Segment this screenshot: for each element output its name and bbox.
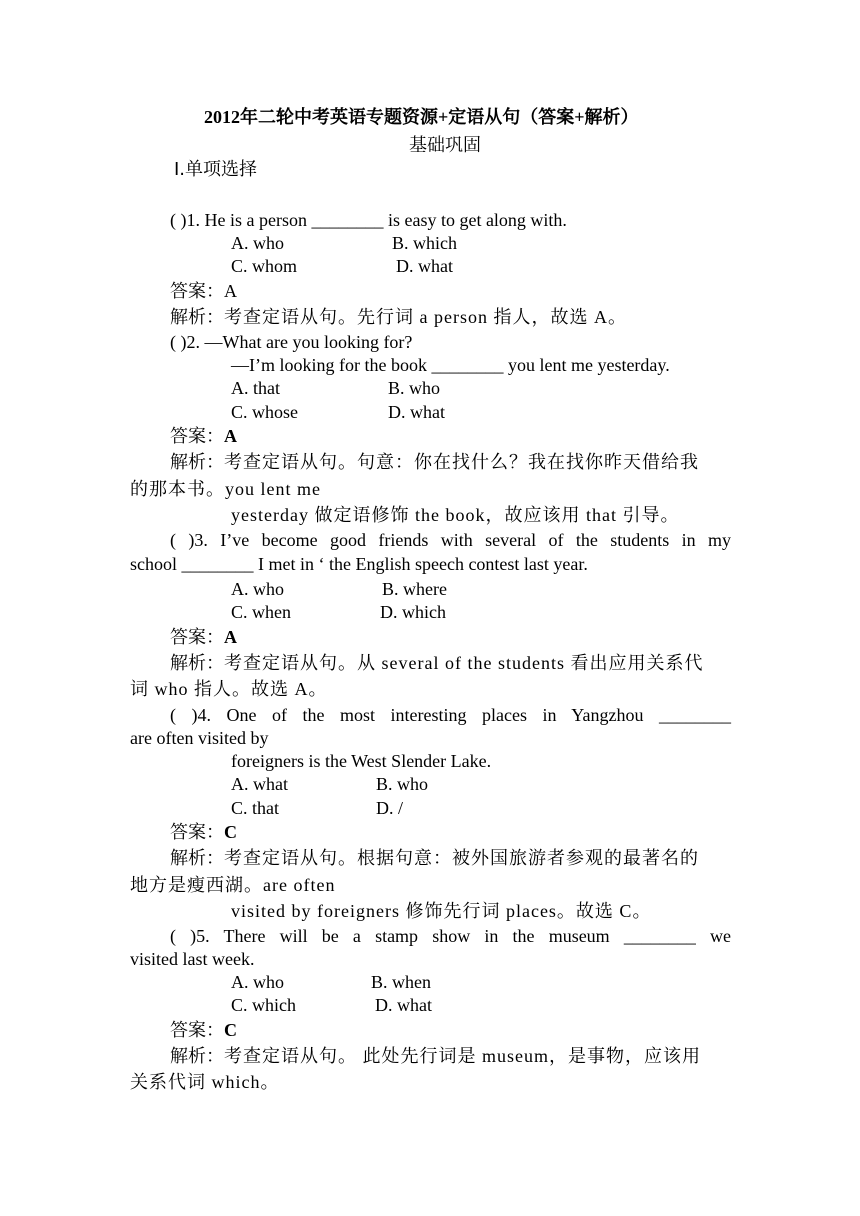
answer-label: 答案：: [170, 426, 224, 447]
question-5-option-c: C. which: [231, 995, 296, 1015]
answer-label: 答案：: [170, 281, 224, 302]
question-5-analysis: [170, 1045, 701, 1068]
question-4-analysis-line3: visited by foreigners 修饰先行词 places。故选 C。: [231, 901, 652, 921]
question-5-option-a: A. who: [231, 972, 284, 992]
answer-label: 答案：: [170, 627, 224, 648]
question-2-option-d: D. what: [388, 402, 445, 422]
question-5-option-b: B. when: [371, 972, 431, 992]
analysis-label: 解析：: [170, 307, 224, 328]
analysis-text: 考查定语从句。从 several of the students 看出应用关系代: [224, 653, 704, 673]
question-5-stem: ( )5. There will be a stamp show in the museum ________ we: [170, 926, 731, 946]
question-4-stem-line2: foreigners is the West Slender Lake.: [231, 751, 492, 771]
answer-label: 答案：: [170, 1020, 224, 1041]
analysis-text: 考查定语从句。句意：你在找什么？我在找你昨天借给我: [224, 452, 699, 472]
question-2-stem: ( )2. —What are you looking for?: [170, 332, 413, 352]
answer-value: C: [224, 822, 237, 842]
question-4-analysis: [170, 847, 699, 870]
question-5-stem-cont: visited last week.: [130, 949, 255, 969]
section-heading: Ⅰ.单项选择: [174, 159, 258, 180]
question-5-analysis-line2: 关系代词 which。: [130, 1072, 280, 1092]
question-1-option-d: D. what: [396, 256, 453, 276]
question-4-option-d: D. /: [376, 798, 403, 818]
question-1-answer: [170, 280, 237, 303]
analysis-label: 解析：: [170, 653, 224, 674]
question-2-answer: [170, 425, 237, 448]
question-3-option-c: C. when: [231, 602, 291, 622]
analysis-text: 考查定语从句。 此处先行词是 museum，是事物，应该用: [224, 1046, 701, 1066]
question-4-option-c: C. that: [231, 798, 279, 818]
question-4-answer: [170, 821, 237, 844]
question-1-option-c: C. whom: [231, 256, 298, 276]
question-4-stem-cont: are often visited by: [130, 728, 269, 748]
question-3-answer: [170, 626, 237, 649]
answer-value: C: [224, 1020, 237, 1040]
question-1-option-a: A. who: [231, 233, 284, 253]
page-subtitle: 基础巩固: [409, 135, 481, 155]
analysis-text: 考查定语从句。根据句意：被外国旅游者参观的最著名的: [224, 848, 699, 868]
question-4-stem: ( )4. One of the most interesting places in Yangzhou ________: [170, 705, 731, 725]
question-2-stem-line2: —I’m looking for the book ________ you lent me yesterday.: [231, 355, 670, 375]
question-3-option-d: D. which: [380, 602, 446, 622]
question-3-option-a: A. who: [231, 579, 284, 599]
question-2-option-c: C. whose: [231, 402, 298, 422]
answer-label: 答案：: [170, 822, 224, 843]
question-4-option-b: B. who: [376, 774, 429, 794]
question-3-analysis-line2: 词 who 指人。故选 A。: [130, 679, 328, 699]
question-2-option-b: B. who: [388, 378, 441, 398]
answer-value: A: [224, 627, 237, 647]
analysis-label: 解析：: [170, 848, 224, 869]
answer-value: A: [224, 426, 237, 446]
analysis-text: 考查定语从句。先行词 a person 指人，故选 A。: [224, 307, 627, 327]
question-3-option-b: B. where: [382, 579, 447, 599]
question-3-stem: ( )3. I’ve become good friends with several of the students in my: [170, 530, 731, 550]
question-4-option-a: A. what: [231, 774, 288, 794]
question-1-option-b: B. which: [392, 233, 457, 253]
question-1-analysis: [170, 306, 627, 329]
question-1-stem: ( )1. He is a person ________ is easy to get along with.: [170, 210, 567, 230]
question-5-answer: [170, 1019, 237, 1042]
analysis-label: 解析：: [170, 1046, 224, 1067]
question-2-analysis-line3: yesterday 做定语修饰 the book，故应该用 that 引导。: [231, 505, 680, 525]
question-4-analysis-line2: 地方是瘦西湖。are often: [130, 875, 336, 895]
analysis-label: 解析：: [170, 452, 224, 473]
answer-value: A: [224, 281, 237, 301]
question-2-analysis-line2: 的那本书。you lent me: [130, 479, 321, 499]
question-2-analysis: [170, 451, 699, 474]
question-3-stem-cont: school ________ I met in ‘ the English speech contest last year.: [130, 554, 588, 574]
page-title: 2012年二轮中考英语专题资源+定语从句（答案+解析）: [204, 107, 639, 127]
question-2-option-a: A. that: [231, 378, 280, 398]
question-5-option-d: D. what: [375, 995, 432, 1015]
question-3-analysis: [170, 652, 703, 675]
